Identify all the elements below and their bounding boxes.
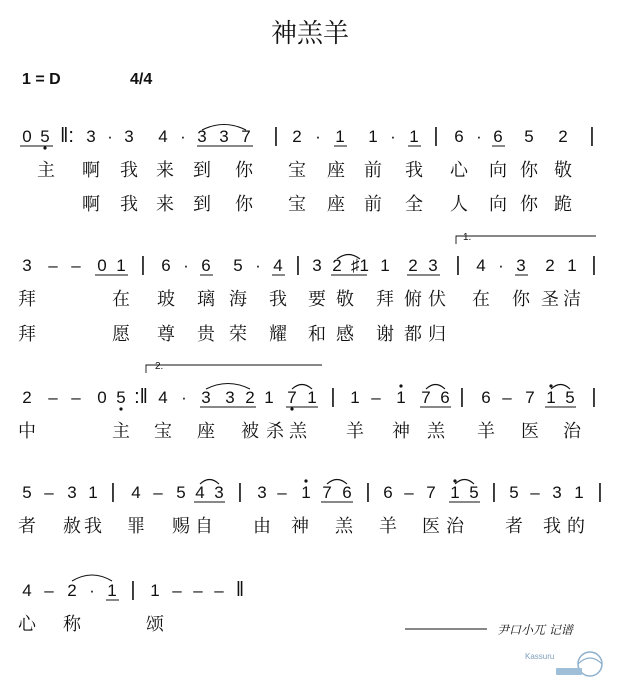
barline: | [433, 125, 439, 147]
lyric-char: 治 [446, 516, 464, 537]
lyric-char: 要 [308, 289, 326, 310]
lyric-char: 俯 [404, 289, 422, 310]
note: 7 [525, 388, 535, 407]
note: · [181, 388, 187, 407]
note: 1 [450, 483, 460, 502]
note: – [44, 483, 54, 502]
arranger-credit: 尹口小兀 记谱 [497, 623, 573, 637]
lyric-char: 在 [112, 289, 130, 310]
lyric-char: 前 [364, 160, 382, 181]
lyric-char: 心 [18, 614, 36, 635]
note: 4 [158, 388, 168, 407]
note: 1 [116, 256, 126, 275]
note: 4 [476, 256, 486, 275]
barline: | [459, 386, 465, 408]
lyric-char: 由 [253, 516, 271, 537]
lyric-char: 医 [521, 421, 539, 442]
note: 7 [421, 388, 431, 407]
note: 3 [22, 256, 32, 275]
note: 4 [158, 127, 168, 146]
barline: ‖ [235, 579, 245, 601]
note: 5 [176, 483, 186, 502]
note: 3 [86, 127, 96, 146]
lyric-char: 啊 [82, 194, 100, 215]
note: 2 [292, 127, 302, 146]
lyric-char: 中 [18, 421, 36, 442]
note: – [48, 388, 58, 407]
song-title: 神羔羊 [270, 19, 350, 49]
note: 4 [195, 483, 205, 502]
key-signature: 1 = D [22, 71, 61, 88]
lyric-char: 羊 [477, 421, 495, 442]
volta-2-label: 2. [155, 361, 164, 372]
barline: | [365, 481, 371, 503]
note: 3 [201, 388, 211, 407]
note: · [390, 127, 396, 146]
note: 3 [219, 127, 229, 146]
barline: | [455, 254, 461, 276]
lyric-char: 洁 [563, 289, 581, 310]
note: 1 [574, 483, 584, 502]
lyric-char: 主 [37, 160, 55, 181]
lyric-char: 前 [364, 194, 382, 215]
lyric-char: 的 [567, 516, 585, 537]
note: 1 [107, 581, 117, 600]
lyric-char: 医 [422, 516, 440, 537]
barline: | [330, 386, 336, 408]
lyric-char: 我 [84, 516, 102, 537]
lyric-char: 尊 [157, 324, 175, 345]
lyric-char: 向 [489, 160, 507, 181]
lyric-char: 谢 [376, 324, 394, 345]
note: 2 [558, 127, 568, 146]
barline: | [591, 386, 597, 408]
note: 5 [22, 483, 32, 502]
lyric-char: 神 [291, 516, 309, 537]
volta-1-bracket [456, 232, 596, 244]
lyric-char: 到 [193, 160, 211, 181]
lyric-char: 羊 [346, 421, 364, 442]
note: 7 [287, 388, 297, 407]
note: – [71, 256, 81, 275]
note: 4 [273, 256, 283, 275]
lyric-char: 宝 [288, 194, 306, 215]
lyric-char: 归 [428, 324, 446, 345]
note: · [89, 581, 95, 600]
note: 2 [245, 388, 255, 407]
note: 1 [546, 388, 556, 407]
note: 7 [322, 483, 332, 502]
octave-dot [290, 407, 293, 410]
note: – [44, 581, 54, 600]
note: 7 [426, 483, 436, 502]
note: 6 [454, 127, 464, 146]
lyric-char: 我 [543, 516, 561, 537]
lyric-char: 海 [229, 289, 247, 310]
lyric-char: 治 [563, 421, 581, 442]
note: · [476, 127, 482, 146]
lyric-char: 座 [327, 160, 345, 181]
note: · [180, 127, 186, 146]
note: 1 [301, 483, 311, 502]
note: 3 [516, 256, 526, 275]
note: 6 [481, 388, 491, 407]
barline: ‖: [60, 125, 74, 147]
note: 3 [257, 483, 267, 502]
note: 0 [97, 388, 107, 407]
octave-dot [304, 479, 307, 482]
note: 5 [509, 483, 519, 502]
score-row [18, 575, 244, 635]
note: 6 [342, 483, 352, 502]
lyric-char: 称 [63, 614, 81, 635]
note: 5 [116, 388, 126, 407]
barline: | [295, 254, 301, 276]
note: 1 [264, 388, 274, 407]
lyric-char: 全 [405, 194, 423, 215]
volta-1-label: 1. [463, 232, 472, 243]
barline: | [491, 481, 497, 503]
lyric-char: 羔 [289, 421, 307, 442]
score-rows [18, 125, 603, 636]
note: 6 [383, 483, 393, 502]
note: 2 [67, 581, 77, 600]
score-row [18, 479, 603, 537]
note: 6 [201, 256, 211, 275]
lyric-char: 贵 [197, 324, 215, 345]
note: · [255, 256, 261, 275]
lyric-char: 座 [327, 194, 345, 215]
lyric-char: 宝 [154, 421, 172, 442]
note: 1 [368, 127, 378, 146]
note: 6 [161, 256, 171, 275]
lyric-char: 和 [308, 324, 326, 345]
barline: | [273, 125, 279, 147]
note: – [172, 581, 182, 600]
note: 3 [214, 483, 224, 502]
note: 1 [88, 483, 98, 502]
note: – [193, 581, 203, 600]
note: – [530, 483, 540, 502]
lyric-char: 你 [235, 194, 253, 215]
note: 4 [131, 483, 141, 502]
octave-dot [453, 479, 456, 482]
lyric-char: 心 [450, 160, 468, 181]
lyric-char: 我 [269, 289, 287, 310]
lyric-char: 敬 [336, 289, 354, 310]
lyric-char: 我 [120, 194, 138, 215]
note: 0 [97, 256, 107, 275]
barline: | [591, 254, 597, 276]
lyric-char: 羊 [379, 516, 397, 537]
note: – [48, 256, 58, 275]
barline: | [589, 125, 595, 147]
note: 1 [396, 388, 406, 407]
lyric-char: 跪 [554, 194, 572, 215]
octave-dot [549, 384, 552, 387]
barline: | [237, 481, 243, 503]
note: 1 [350, 388, 360, 407]
lyric-char: 圣 [541, 289, 559, 310]
note: 2 [545, 256, 555, 275]
lyric-char: 羔 [427, 421, 445, 442]
note: – [371, 388, 381, 407]
score-row [18, 254, 597, 345]
note: · [183, 256, 189, 275]
lyric-char: 到 [193, 194, 211, 215]
note: 6 [440, 388, 450, 407]
barline: | [597, 481, 603, 503]
note: 1 [335, 127, 345, 146]
lyric-char: 伏 [428, 289, 446, 310]
barline: :‖ [134, 386, 148, 408]
lyric-char: 我 [405, 160, 423, 181]
note: 3 [225, 388, 235, 407]
lyric-char: 璃 [197, 289, 215, 310]
note: 5 [40, 127, 50, 146]
note: 3 [428, 256, 438, 275]
lyric-char: 向 [489, 194, 507, 215]
note: – [153, 483, 163, 502]
watermark-logo [525, 652, 602, 676]
lyric-char: 来 [156, 194, 174, 215]
note: 2 [408, 256, 418, 275]
note: ♯1 [351, 256, 369, 275]
note: 3 [67, 483, 77, 502]
note: – [277, 483, 287, 502]
lyric-char: 自 [195, 516, 213, 537]
lyric-char: 玻 [157, 289, 175, 310]
barline: | [110, 481, 116, 503]
lyric-char: 者 [505, 516, 523, 537]
note: 7 [241, 127, 251, 146]
note: – [71, 388, 81, 407]
note: 1 [380, 256, 390, 275]
lyric-char: 荣 [229, 324, 247, 345]
barline: | [140, 254, 146, 276]
note: 5 [565, 388, 575, 407]
lyric-char: 赐 [172, 516, 190, 537]
barline: | [130, 579, 136, 601]
lyric-char: 拜 [18, 289, 36, 310]
note: 5 [233, 256, 243, 275]
note: · [315, 127, 321, 146]
lyric-char: 愿 [112, 324, 130, 345]
lyric-char: 宝 [288, 160, 306, 181]
note: – [214, 581, 224, 600]
note: · [107, 127, 113, 146]
note: · [498, 256, 504, 275]
note: – [502, 388, 512, 407]
watermark-text: Kassuru [525, 652, 555, 661]
lyric-char: 都 [404, 324, 422, 345]
lyric-char: 我 [120, 160, 138, 181]
lyric-char: 你 [512, 289, 530, 310]
note: 2 [332, 256, 342, 275]
note: 3 [552, 483, 562, 502]
note: 5 [469, 483, 479, 502]
lyric-char: 啊 [82, 160, 100, 181]
lyric-char: 拜 [18, 324, 36, 345]
lyric-char: 羔 [335, 516, 353, 537]
octave-dot [119, 407, 122, 410]
score-row [20, 125, 595, 216]
lyric-char: 你 [520, 194, 538, 215]
note: 0 [22, 127, 32, 146]
volta-2-bracket [146, 361, 322, 373]
time-signature: 4/4 [130, 71, 153, 88]
octave-dot [43, 146, 46, 149]
lyric-char: 感 [336, 324, 354, 345]
lyric-char: 者 [18, 516, 36, 537]
note: 1 [307, 388, 317, 407]
lyric-char: 来 [156, 160, 174, 181]
note: 1 [150, 581, 160, 600]
lyric-char: 被 [241, 421, 259, 442]
lyric-char: 你 [235, 160, 253, 181]
note: 3 [124, 127, 134, 146]
lyric-char: 敬 [554, 160, 572, 181]
lyric-char: 拜 [376, 289, 394, 310]
lyric-char: 主 [112, 421, 130, 442]
lyric-char: 杀 [266, 421, 284, 442]
lyric-char: 耀 [269, 324, 287, 345]
lyric-char: 人 [450, 194, 468, 215]
lyric-char: 神 [392, 421, 410, 442]
octave-dot [399, 384, 402, 387]
lyric-char: 赦 [63, 516, 81, 537]
lyric-char: 在 [472, 289, 490, 310]
note: 2 [22, 388, 32, 407]
note: – [404, 483, 414, 502]
lyric-char: 你 [520, 160, 538, 181]
lyric-char: 颂 [146, 614, 164, 635]
note: 1 [567, 256, 577, 275]
lyric-char: 罪 [127, 516, 145, 537]
score-row [18, 384, 597, 443]
note: 3 [312, 256, 322, 275]
note: 1 [409, 127, 419, 146]
note: 4 [22, 581, 32, 600]
note: 5 [524, 127, 534, 146]
note: 3 [197, 127, 207, 146]
note: 6 [493, 127, 503, 146]
lyric-char: 座 [197, 421, 215, 442]
